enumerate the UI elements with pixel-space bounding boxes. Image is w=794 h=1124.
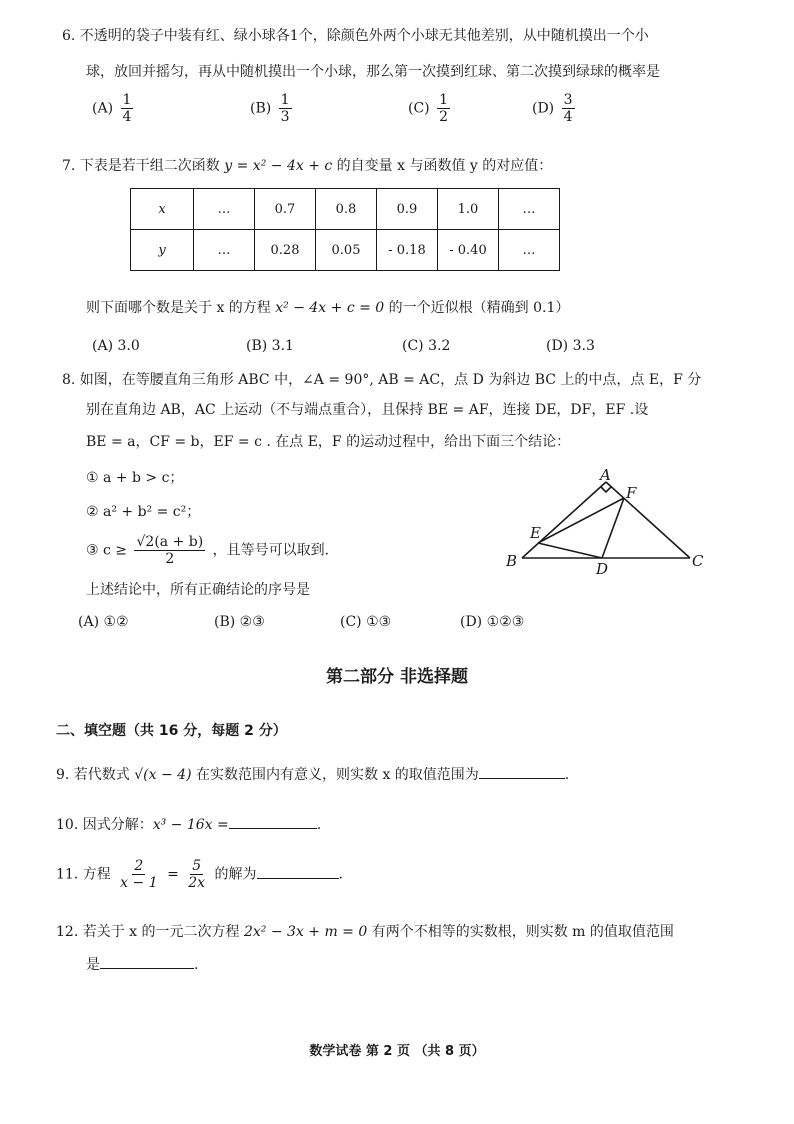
q8-question: 上述结论中，所有正确结论的序号是 (86, 582, 310, 598)
label-b: B (506, 552, 518, 570)
q6-option-c: (C) $\frac{1}{2}$ (408, 92, 449, 125)
table-cell: 0.28 (255, 230, 316, 271)
q9: 9. 若代数式 √(x − 4) 在实数范围内有意义，则实数 x 的取值范围为 . (56, 764, 569, 785)
value-table (130, 188, 560, 271)
table-cell: - 0.18 (377, 230, 438, 271)
table-row-y (131, 230, 560, 271)
q8-line3: BE = a，CF = b，EF = c . 在点 E，F 的运动过程中，给出下面三个结论： (86, 434, 571, 450)
q8-conclusion-2: ② a² + b² = c²； (86, 504, 201, 520)
segment-de (538, 543, 602, 558)
q6-line1: 6. 不透明的袋子中装有红、绿小球各1个，除颜色外两个小球无其他差别，从中随机摸出一个小 (62, 28, 649, 44)
table-cell: 0.9 (377, 189, 438, 230)
table-cell: y (131, 230, 194, 271)
answer-blank[interactable] (229, 814, 317, 829)
q6-option-a: (A) $\frac{1}{4}$ (92, 92, 132, 125)
table-cell: x (131, 189, 194, 230)
page-footer: 数学试卷 第 2 页 （共 8 页） (309, 1044, 485, 1059)
table-cell: 1.0 (438, 189, 499, 230)
q8-option-a: (A) ①② (78, 614, 129, 630)
label-c: C (692, 552, 704, 570)
side-ac (606, 482, 690, 558)
answer-blank[interactable] (100, 954, 194, 969)
q6-line2: 球，放回并摇匀，再从中随机摸出一个小球，那么第一次摸到红球、第二次摸到绿球的概率是 (86, 64, 660, 80)
q7-line1: 7. 下表是若干组二次函数 y = x² − 4x + c 的自变量 x 与函数值 y 的对应值： (62, 158, 553, 174)
q11: 11. 方程 $\frac{2}{x - 1}$ = $\frac{5}{2x}$ 的解为 . (56, 858, 343, 891)
label-d: D (596, 560, 609, 578)
q8-option-c: (C) ①③ (340, 614, 392, 630)
table-cell: 0.7 (255, 189, 316, 230)
right-angle-mark (601, 487, 611, 492)
q12-line1: 12. 若关于 x 的一元二次方程 2x² − 3x + m = 0 有两个不相等的实数根，则实数 m 的值取值范围 (56, 924, 674, 940)
q6-option-b: (B) $\frac{1}{3}$ (250, 92, 290, 125)
answer-blank[interactable] (479, 764, 565, 779)
table-cell: … (194, 230, 255, 271)
label-a: A (600, 468, 611, 484)
section-title: 二、填空题（共 16 分，每题 2 分） (56, 723, 287, 739)
q7-line2: 则下面哪个数是关于 x 的方程 x² − 4x + c = 0 的一个近似根（精确到 0.1） (86, 300, 570, 316)
q8-conclusion-1: ① a + b > c； (86, 470, 184, 486)
q10: 10. 因式分解：x³ − 16x = . (56, 814, 321, 835)
table-cell: 0.8 (316, 189, 377, 230)
table-cell: … (194, 189, 255, 230)
table-row-x (131, 189, 560, 230)
answer-blank[interactable] (257, 864, 339, 879)
q8-conclusion-3: ③ c ≥ $\frac{√2(a + b)}{2}$ ，且等号可以取到. (86, 534, 330, 567)
table-cell: … (499, 230, 560, 271)
q8-option-d: (D) ①②③ (460, 614, 525, 630)
q8-line1: 8. 如图，在等腰直角三角形 ABC 中，∠A = 90°, AB = AC，点 D 为斜边 BC 上的中点，点 E，F 分 (62, 372, 702, 388)
part-title: 第二部分 非选择题 (326, 667, 468, 687)
q7-option-b: (B) 3.1 (246, 338, 294, 354)
label-f: F (626, 484, 637, 502)
table-cell: - 0.40 (438, 230, 499, 271)
q7-option-c: (C) 3.2 (402, 338, 451, 354)
side-ab (522, 482, 606, 558)
triangle-figure (500, 468, 710, 578)
q8-line2: 别在直角边 AB，AC 上运动（不与端点重合），且保持 BE = AF，连接 DE，DF，EF .设 (86, 402, 649, 418)
table-cell: … (499, 189, 560, 230)
label-e: E (530, 524, 541, 542)
q7-option-d: (D) 3.3 (546, 338, 595, 354)
q6-option-d: (D) $\frac{3}{4}$ (532, 92, 573, 125)
q8-option-b: (B) ②③ (214, 614, 265, 630)
q12-line2: 是 . (86, 954, 198, 975)
q7-option-a: (A) 3.0 (92, 338, 140, 354)
table-cell: 0.05 (316, 230, 377, 271)
